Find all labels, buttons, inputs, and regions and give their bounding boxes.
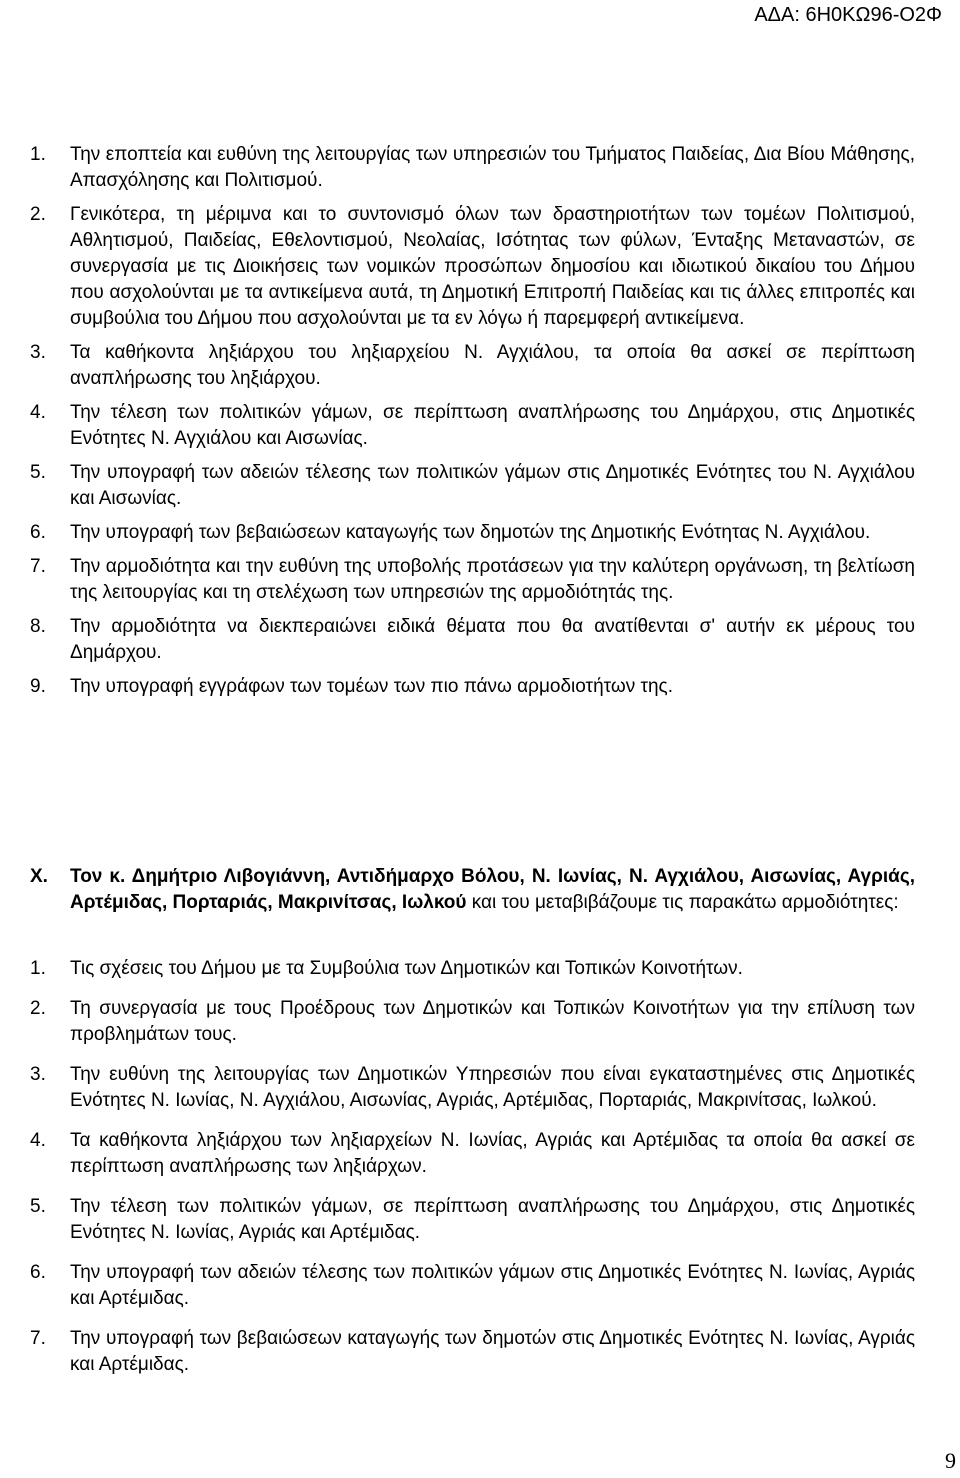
item-number: 1. (30, 144, 46, 165)
item-text: Γενικότερα, τη μέριμνα και το συντονισμό όλων των δραστηριοτήτων των τομέων Πολιτισμού, Αθλητισμού, Παιδείας, Εθελοντισμού, Νεολαίας, Ισότητας των φύλων, Ένταξης Μεταναστών, σε συνεργασία με τις Διοικήσεις των νομικών προσώπων δημοσίου και ιδιωτικού δικαίου του Δήμου που ασχολούνται με τα αντικείμενα αυτά, τη Δημοτική Επιτροπή Παιδείας και τις άλλες επιτροπές και συμβούλια του Δήμου που ασχολούνται με τα εν λόγω ή παρεμφερή αντικείμενα. (70, 204, 915, 329)
item-text: Την υπογραφή εγγράφων των τομέων των πιο πάνω αρμοδιοτήτων της. (70, 676, 673, 697)
item-number: 1. (30, 958, 46, 979)
item-text: Την υπογραφή των βεβαιώσεων καταγωγής των δημοτών στις Δημοτικές Ενότητες Ν. Ιωνίας, Αγριάς και Αρτέμιδας. (70, 1328, 915, 1375)
item-text: Την υπογραφή των αδειών τέλεσης των πολιτικών γάμων στις Δημοτικές Ενότητες του Ν. Αγχιάλου και Αισωνίας. (70, 462, 915, 509)
list-item (30, 1326, 915, 1378)
list-item (30, 1062, 915, 1114)
responsibilities-list-1 (30, 142, 915, 708)
list-item (30, 202, 915, 332)
page-number: 9 (945, 1448, 956, 1473)
list-item (30, 996, 915, 1048)
item-text: Την τέλεση των πολιτικών γάμων, σε περίπτωση αναπλήρωσης του Δημάρχου, στις Δημοτικές Ενότητες Ν. Ιωνίας, Αγριάς και Αρτέμιδας. (70, 1196, 915, 1243)
list-item (30, 142, 915, 194)
item-number: 5. (30, 462, 46, 483)
item-number: 4. (30, 402, 46, 423)
list-item (30, 614, 915, 666)
item-number: 6. (30, 1262, 46, 1283)
item-text: Την εποπτεία και ευθύνη της λειτουργίας των υπηρεσιών του Τμήματος Παιδείας, Δια Βίου Μάθησης, Απασχόλησης και Πολιτισμού. (70, 144, 915, 191)
list-item (30, 674, 915, 700)
item-number: 6. (30, 522, 46, 543)
item-text: Την τέλεση των πολιτικών γάμων, σε περίπτωση αναπλήρωσης του Δημάρχου, στις Δημοτικές Ενότητες Ν. Αγχιάλου και Αισωνίας. (70, 402, 915, 449)
list-item (30, 520, 915, 546)
list-item (30, 554, 915, 606)
item-text: Την ευθύνη της λειτουργίας των Δημοτικών Υπηρεσιών που είναι εγκαταστημένες στις Δημοτικές Ενότητες Ν. Ιωνίας, Ν. Αγχιάλου, Αισωνίας, Αγριάς, Αρτέμιδας, Πορταριάς, Μακρινίτσας, Ιωλκού. (70, 1064, 915, 1111)
item-number: 2. (30, 204, 46, 225)
list-item (30, 1128, 915, 1180)
list-item (30, 1194, 915, 1246)
list-item (30, 1260, 915, 1312)
section-lead-rest: και του μεταβιβάζουμε τις παρακάτω αρμοδιότητες: (466, 892, 899, 913)
document-code: ΑΔΑ: 6Η0ΚΩ96-Ο2Φ (754, 4, 942, 26)
list-item (30, 340, 915, 392)
item-number: 3. (30, 342, 46, 363)
item-number: 8. (30, 616, 46, 637)
item-text: Την αρμοδιότητα και την ευθύνη της υποβολής προτάσεων για την καλύτερη οργάνωση, τη βελτίωση της λειτουργίας και τη στελέχωση των υπηρεσιών της αρμοδιότητάς της. (70, 556, 915, 603)
responsibilities-list-2 (30, 956, 915, 1386)
item-number: 9. (30, 676, 46, 697)
list-item (30, 460, 915, 512)
item-text: Τα καθήκοντα ληξιάρχου των ληξιαρχείων Ν. Ιωνίας, Αγριάς και Αρτέμιδας τα οποία θα ασκεί σε περίπτωση αναπλήρωσης των ληξιάρχων. (70, 1130, 915, 1177)
section-lead (70, 864, 915, 916)
item-text: Την αρμοδιότητα να διεκπεραιώνει ειδικά θέματα που θα ανατίθενται σ' αυτήν εκ μέρους του Δημάρχου. (70, 616, 915, 663)
item-number: 4. (30, 1130, 46, 1151)
item-number: 7. (30, 556, 46, 577)
item-number: 7. (30, 1328, 46, 1349)
item-text: Τα καθήκοντα ληξιάρχου του ληξιαρχείου Ν. Αγχιάλου, τα οποία θα ασκεί σε περίπτωση αναπλήρωσης του ληξιάρχου. (70, 342, 915, 389)
item-text: Την υπογραφή των βεβαιώσεων καταγωγής των δημοτών της Δημοτικής Ενότητας Ν. Αγχιάλου. (70, 522, 871, 543)
section-heading (30, 864, 915, 916)
item-text: Την υπογραφή των αδειών τέλεσης των πολιτικών γάμων στις Δημοτικές Ενότητες Ν. Ιωνίας, Αγριάς και Αρτέμιδας. (70, 1262, 915, 1309)
item-number: 3. (30, 1064, 46, 1085)
item-text: Τη συνεργασία με τους Προέδρους των Δημοτικών και Τοπικών Κοινοτήτων για την επίλυση των προβλημάτων τους. (70, 998, 915, 1045)
item-number: 2. (30, 998, 46, 1019)
section-letter: Χ. (30, 866, 48, 887)
item-number: 5. (30, 1196, 46, 1217)
list-item (30, 956, 915, 982)
list-item (30, 400, 915, 452)
item-text: Τις σχέσεις του Δήμου με τα Συμβούλια των Δημοτικών και Τοπικών Κοινοτήτων. (70, 958, 743, 979)
section-lead-bold: Τον κ. Δημήτριο Λιβογιάννη, Αντιδήμαρχο Βόλου, Ν. Ιωνίας, Ν. Αγχιάλου, Αισωνίας, Αγριάς, Αρτέμιδας, Πορταριάς, Μακρινίτσας, Ιωλκού (70, 866, 915, 913)
